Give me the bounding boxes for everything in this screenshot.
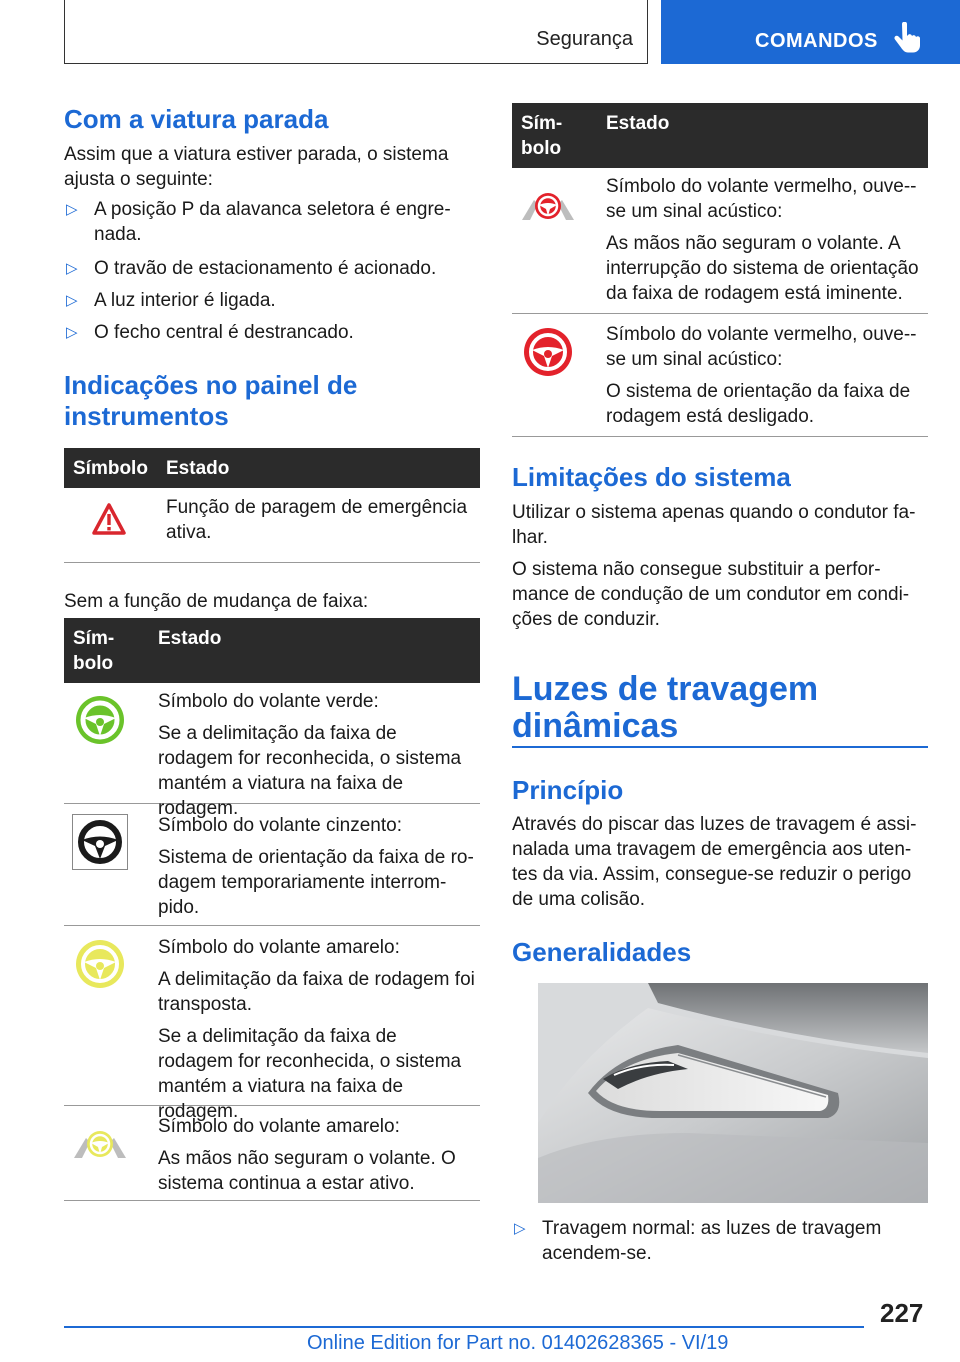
steering-wheel-green-icon bbox=[74, 694, 126, 746]
bullet-triangle-icon: ▷ bbox=[66, 292, 78, 309]
header-chapter-label: COMANDOS bbox=[755, 30, 878, 52]
table-row bbox=[64, 1106, 480, 1201]
table-cell-state: Símbolo do volante verde: Se a delimitação da faixa de rodagem for reconhecida, o sistema mantém a viatura na faixa de rodagem. bbox=[158, 691, 462, 819]
table-cell-state: Símbolo do volante amarelo: A delimitação da faixa de rodagem foi transposta. Se a delimitação da faixa de rodagem for reconhecida, o sistema mantém a viatura na faixa de rodagem. bbox=[158, 937, 475, 1122]
symbol-table-lane bbox=[64, 618, 480, 1201]
pointing-hand-icon bbox=[893, 22, 921, 54]
heading-principle: Princípio bbox=[512, 775, 624, 805]
parked-intro: Assim que a viatura estiver parada, o sistema ajusta o seguinte: bbox=[64, 144, 449, 190]
limits-paragraph-1: Utilizar o sistema apenas quando o condutor fa-lhar. bbox=[512, 502, 916, 548]
table-header bbox=[64, 448, 480, 488]
principle-paragraph: Através do piscar das luzes de travagem é assi-nalada uma travagem de emergência aos uten-tes da via. Assim, consegue-se reduzir o perigo de uma colisão. bbox=[512, 814, 917, 910]
heading-system-limits: Limitações do sistema bbox=[512, 462, 791, 492]
heading-vehicle-parked: Com a viatura parada bbox=[64, 104, 329, 134]
heading-rule bbox=[512, 746, 928, 748]
table-row bbox=[64, 683, 480, 819]
list-item: ▷ A luz interior é ligada. bbox=[66, 290, 276, 311]
table-header bbox=[512, 103, 928, 168]
steering-wheel-yellow-icon bbox=[74, 938, 126, 990]
page-number: 227 bbox=[880, 1298, 924, 1328]
table-cell-state: Símbolo do volante vermelho, ouve--se um sinal acústico: O sistema de orientação da faixa de rodagem está desligado. bbox=[606, 324, 917, 427]
car-tail-light-image bbox=[538, 983, 928, 1203]
edition-footer: Online Edition for Part no. 01402628365 - VI/19 bbox=[307, 1332, 729, 1354]
table-header-state: Estado bbox=[606, 113, 670, 134]
tail-light-photo bbox=[538, 983, 928, 1203]
steering-wheel-grey-icon bbox=[72, 814, 128, 870]
heading-general: Generalidades bbox=[512, 937, 692, 967]
table-cell-state: Função de paragem de emergência ativa. bbox=[166, 497, 468, 543]
no-lane-change-label: Sem a função de mudança de faixa: bbox=[64, 591, 369, 612]
footer-rule bbox=[64, 1326, 864, 1328]
list-item: ▷ A posição P da alavanca seletora é engre-nada. bbox=[66, 199, 451, 245]
table-cell-state: Símbolo do volante cinzento: Sistema de orientação da faixa de ro-dagem temporariamente interrom-pido. bbox=[158, 815, 474, 918]
steering-wheel-yellow-hands-icon bbox=[72, 1124, 128, 1164]
limits-paragraph-2: O sistema não consegue substituir a perfor-mance de condução de um condutor em condi-ções de conduzir. bbox=[512, 559, 910, 630]
steering-wheel-red-hands-icon bbox=[520, 186, 576, 226]
table-cell-state: Símbolo do volante amarelo: As mãos não seguram o volante. O sistema continua a estar ativo. bbox=[158, 1116, 456, 1194]
symbol-table-emergency bbox=[64, 448, 480, 563]
table-cell-state: Símbolo do volante vermelho, ouve--se um sinal acústico: As mãos não seguram o volante. A interrupção do sistema de orientação da faixa de rodagem está iminente. bbox=[606, 176, 919, 304]
table-header-state: Estado bbox=[158, 628, 222, 649]
table-row bbox=[64, 926, 480, 1122]
steering-wheel-red-icon bbox=[522, 326, 574, 378]
list-item: ▷ Travagem normal: as luzes de travagem acendem-se. bbox=[514, 1218, 882, 1264]
bullet-triangle-icon: ▷ bbox=[514, 1220, 526, 1237]
bullet-triangle-icon: ▷ bbox=[66, 324, 78, 341]
list-item: ▷ O fecho central é destrancado. bbox=[66, 322, 354, 343]
symbol-table-red bbox=[512, 103, 928, 437]
table-header-state: Estado bbox=[166, 458, 230, 479]
bullet-triangle-icon: ▷ bbox=[66, 201, 78, 218]
header-chapter-tab[interactable] bbox=[661, 0, 960, 64]
table-header-symbol: Sím-bolo bbox=[73, 628, 115, 674]
warning-triangle-icon bbox=[92, 502, 126, 536]
table-row bbox=[64, 804, 480, 926]
header-section-title: Segurança bbox=[536, 28, 633, 50]
table-header-symbol: Sím-bolo bbox=[521, 113, 563, 159]
table-header bbox=[64, 618, 480, 683]
heading-dynamic-brake-lights: Luzes de travagem dinâmicas bbox=[512, 670, 819, 745]
list-item: ▷ O travão de estacionamento é acionado. bbox=[66, 258, 437, 279]
table-row bbox=[64, 488, 480, 563]
heading-instrument-indications: Indicações no painel de instrumentos bbox=[64, 370, 358, 431]
table-header-symbol: Símbolo bbox=[73, 458, 148, 479]
table-row bbox=[512, 168, 928, 314]
header-section-box bbox=[64, 0, 648, 64]
bullet-triangle-icon: ▷ bbox=[66, 260, 78, 277]
table-row bbox=[512, 314, 928, 437]
